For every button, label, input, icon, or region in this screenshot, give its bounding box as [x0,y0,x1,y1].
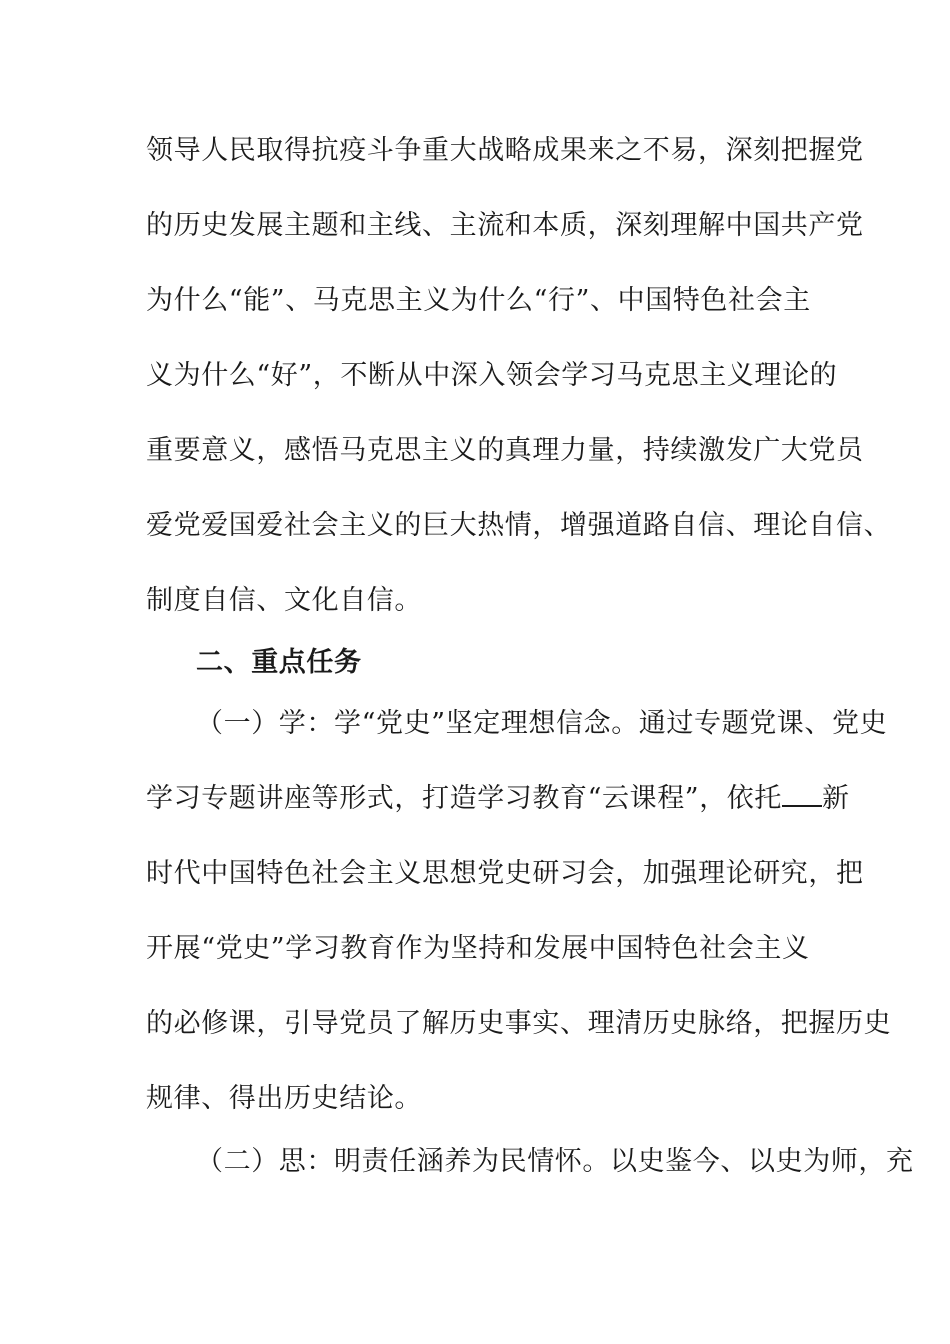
paragraph-line: 爱党爱国爱社会主义的巨大热情，增强道路自信、理论自信、 [146,510,892,541]
paragraph-line: 开展“党史”学习教育作为坚持和发展中国特色社会主义 [146,933,810,964]
paragraph-line: 的历史发展主题和主线、主流和本质，深刻理解中国共产党 [146,210,864,241]
paragraph-line: 时代中国特色社会主义思想党史研习会，加强理论研究，把 [146,858,864,889]
section-heading: 二、重点任务 [196,647,362,678]
paragraph-line: 为什么“能”、马克思主义为什么“行”、中国特色社会主 [146,285,811,316]
paragraph-line: 重要意义，感悟马克思主义的真理力量，持续激发广大党员 [146,435,864,466]
paragraph-line: 制度自信、文化自信。 [146,585,422,616]
paragraph-text: 学习专题讲座等形式，打造学习教育“云课程”，依托 [146,783,783,814]
paragraph-line: 的必修课，引导党员了解历史事实、理清历史脉络，把握历史 [146,1008,892,1039]
paragraph-line: 领导人民取得抗疫斗争重大战略成果来之不易，深刻把握党 [146,135,864,166]
paragraph-line-with-blank [146,783,850,815]
paragraph-line: 义为什么“好”，不断从中深入领会学习马克思主义理论的 [146,360,838,391]
paragraph-line: （一）学：学“党史”坚定理想信念。通过专题党课、党史 [196,708,888,739]
paragraph-line: （二）思：明责任涵养为民情怀。以史鉴今、以史为师，充 [196,1146,914,1177]
fill-in-blank [782,783,822,807]
paragraph-line: 规律、得出历史结论。 [146,1083,422,1114]
paragraph-text: 新 [822,783,850,814]
